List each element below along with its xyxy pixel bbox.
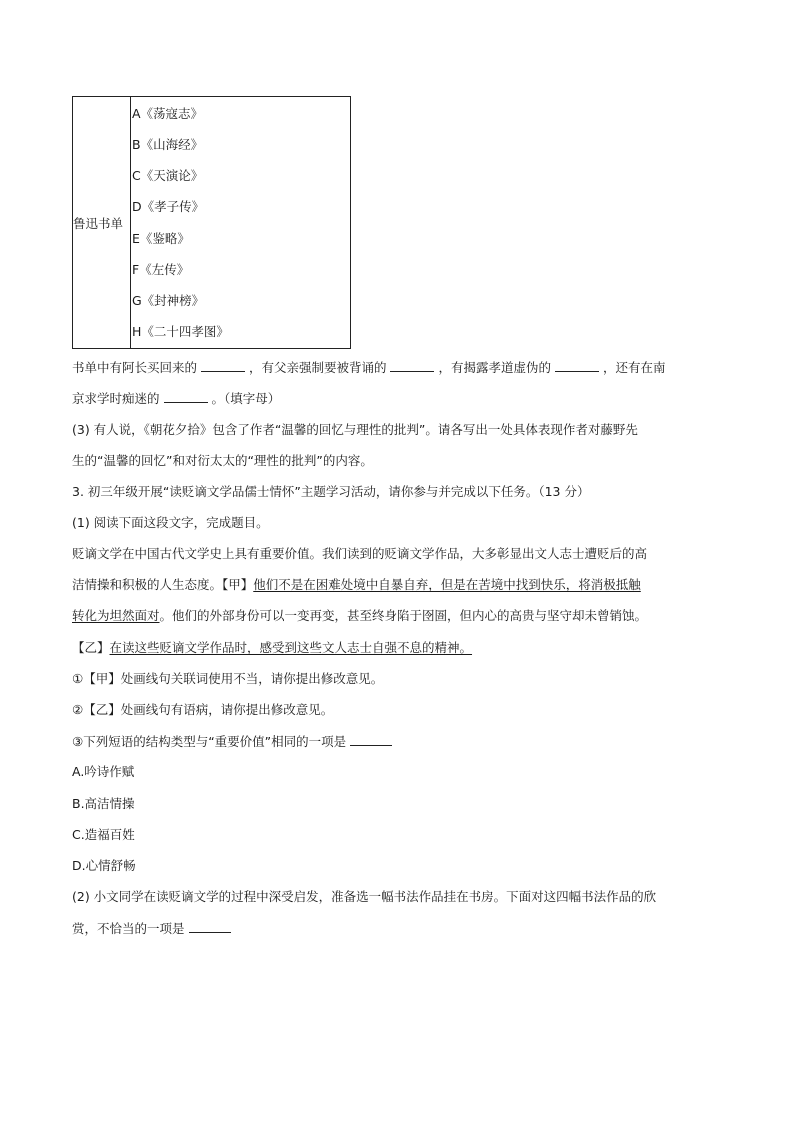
answer-blank[interactable] — [164, 390, 208, 403]
option-b: B.高洁情操 — [72, 796, 135, 811]
book-item: B《山海经》 — [132, 137, 204, 153]
question-3-sub-1: (1) 阅读下面这段文字，完成题目。 — [72, 515, 269, 530]
answer-blank[interactable] — [189, 920, 231, 933]
question-3-sub-2-line-2: 赏，不恰当的一项是 — [72, 920, 724, 937]
book-item: G《封神榜》 — [132, 292, 205, 308]
book-list-cell — [131, 97, 351, 349]
answer-blank[interactable] — [555, 359, 599, 372]
option-d: D.心情舒畅 — [72, 858, 136, 873]
book-item: A《荡寇志》 — [132, 106, 204, 122]
passage-line-2: 洁情操和积极的人生态度。【甲】他们不是在困难处境中自暴自弃，但是在苦境中找到快乐，将消极抵触 — [72, 577, 641, 592]
option-c: C.造福百姓 — [72, 827, 135, 842]
passage-line-3: 转化为坦然面对。他们的外部身份可以一变再变，甚至终身陷于囹圄，但内心的高贵与坚守却未曾销蚀。 — [72, 608, 648, 623]
underlined-sentence-jia-end: 转化为坦然面对 — [72, 608, 160, 623]
book-item: D《孝子传》 — [132, 199, 205, 215]
passage-line-4: 【乙】在读这些贬谪文学作品时，感受到这些文人志士自强不息的精神。 — [72, 640, 473, 655]
book-item: E《鉴略》 — [132, 230, 190, 246]
sub-item-2: ②【乙】处画线句有语病，请你提出修改意见。 — [72, 702, 334, 717]
passage-line-1: 贬谪文学在中国古代文学史上具有重要价值。我们读到的贬谪文学作品，大多彰显出文人志士遭贬后的高 — [72, 546, 648, 561]
option-a: A.吟诗作赋 — [72, 764, 135, 779]
answer-blank[interactable] — [201, 359, 245, 372]
table-header-cell: 鲁迅书单 — [73, 97, 131, 349]
sub-item-3: ③下列短语的结构类型与“重要价值”相同的一项是 — [72, 733, 724, 750]
book-item: F《左传》 — [132, 261, 190, 277]
book-item: C《天演论》 — [132, 168, 204, 184]
book-item: H《二十四孝图》 — [132, 323, 229, 339]
question-2-3-line-1: (3) 有人说，《朝花夕拾》包含了作者“温馨的回忆与理性的批判”。请各写出一处具体表现作者对藤野先 — [72, 422, 638, 437]
underlined-sentence-yi: 在读这些贬谪文学作品时，感受到这些文人志士自强不息的精神。 — [109, 640, 473, 655]
lu-xun-book-table — [72, 96, 351, 349]
answer-blank[interactable] — [350, 733, 392, 746]
question-2-3-line-2: 生的“温馨的回忆”和对衍太太的“理性的批判”的内容。 — [72, 453, 373, 468]
question-3-sub-2-line-1: (2) 小文同学在读贬谪文学的过程中深受启发，准备选一幅书法作品挂在书房。下面对这四幅书法作品的欣 — [72, 889, 657, 904]
answer-blank[interactable] — [390, 359, 434, 372]
underlined-sentence-jia: 他们不是在困难处境中自暴自弃，但是在苦境中找到快乐，将消极抵触 — [253, 577, 641, 592]
fill-blank-line-1: 书单中有阿长买回来的 ，有父亲强制要被背诵的 ，有揭露孝道虚伪的 ，还有在南 — [72, 360, 666, 375]
fill-blank-line-2: 京求学时痴迷的 。（填字母） — [72, 391, 281, 406]
question-3-title: 3. 初三年级开展“读贬谪文学品儒士情怀”主题学习活动，请你参与并完成以下任务。（13 分） — [72, 484, 590, 499]
sub-item-1: ①【甲】处画线句关联词使用不当，请你提出修改意见。 — [72, 671, 384, 686]
